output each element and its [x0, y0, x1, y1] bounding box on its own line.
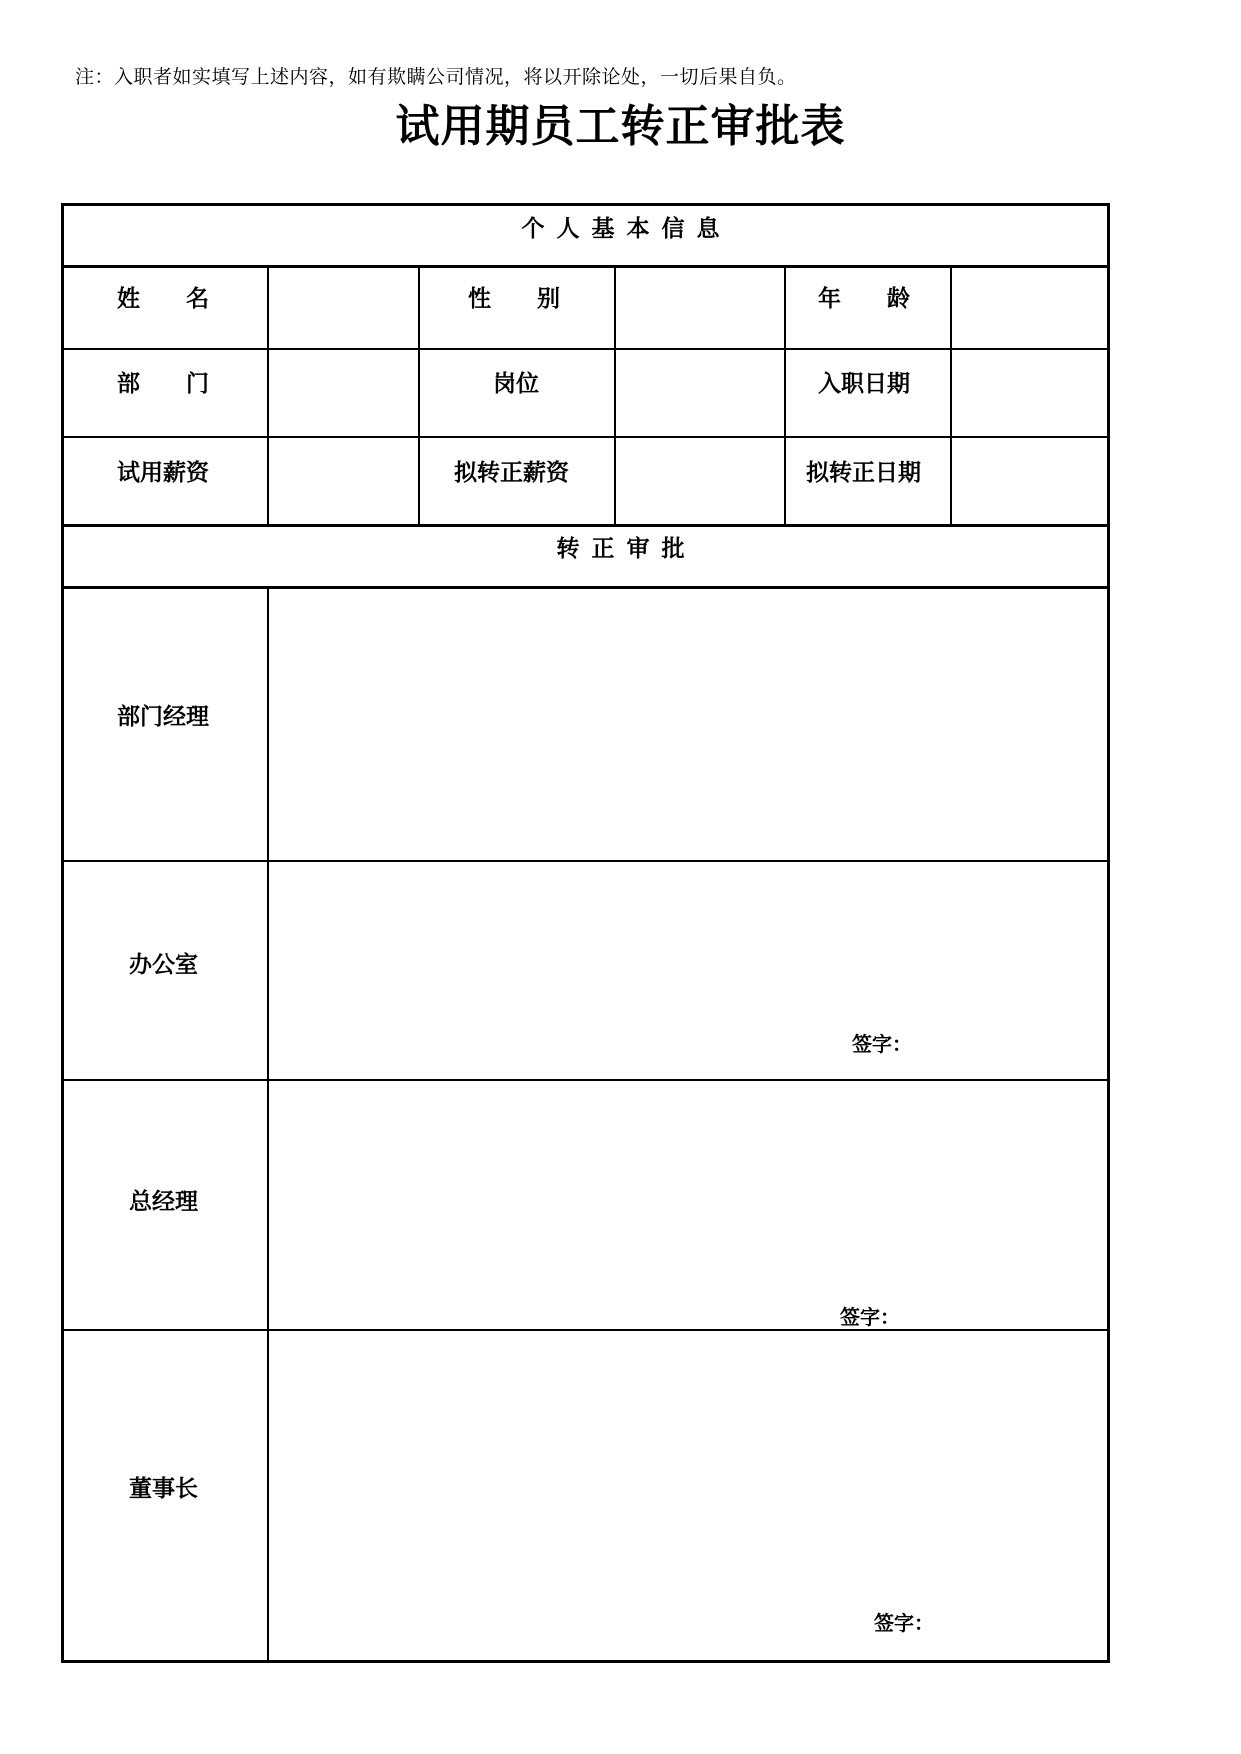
dept-manager-label: 部门经理	[117, 704, 209, 730]
name-label: 姓 名	[117, 286, 209, 312]
proposed-salary-label: 拟转正薪资	[454, 460, 569, 486]
chairman-signature-label: 签字：	[874, 1611, 934, 1635]
trial-salary-field[interactable]	[269, 438, 418, 524]
general-manager-signature-label: 签字：	[840, 1305, 900, 1329]
basic-info-header: 个人基本信息	[521, 216, 732, 242]
chairman-label: 董事长	[129, 1476, 198, 1502]
gender-field[interactable]	[616, 268, 784, 348]
dept-manager-opinion-field[interactable]	[269, 589, 1107, 860]
hire-date-field[interactable]	[952, 350, 1107, 436]
proposed-date-field[interactable]	[952, 438, 1107, 524]
position-label: 岗位	[493, 371, 539, 397]
approval-header: 转正审批	[556, 536, 697, 562]
proposed-date-label: 拟转正日期	[806, 460, 921, 486]
office-label: 办公室	[129, 952, 198, 978]
form-title: 试用期员工转正审批表	[395, 101, 846, 152]
chairman-opinion-field[interactable]	[269, 1331, 1107, 1660]
column-divider	[784, 265, 786, 526]
age-field[interactable]	[952, 268, 1107, 348]
department-label: 部 门	[117, 371, 209, 397]
row-divider	[61, 524, 1110, 527]
disclaimer-note: 注：入职者如实填写上述内容，如有欺瞒公司情况，将以开除论处，一切后果自负。	[75, 66, 797, 88]
general-manager-label: 总经理	[129, 1189, 198, 1215]
name-field[interactable]	[269, 268, 418, 348]
general-manager-opinion-field[interactable]	[269, 1081, 1107, 1329]
proposed-salary-field[interactable]	[616, 438, 784, 524]
trial-salary-label: 试用薪资	[117, 460, 209, 486]
office-opinion-field[interactable]	[269, 862, 1107, 1079]
column-divider	[418, 265, 420, 526]
department-field[interactable]	[269, 350, 418, 436]
gender-label: 性 别	[468, 286, 560, 312]
hire-date-label: 入职日期	[818, 371, 910, 397]
position-field[interactable]	[616, 350, 784, 436]
age-label: 年 龄	[818, 286, 910, 312]
office-signature-label: 签字：	[852, 1032, 912, 1056]
